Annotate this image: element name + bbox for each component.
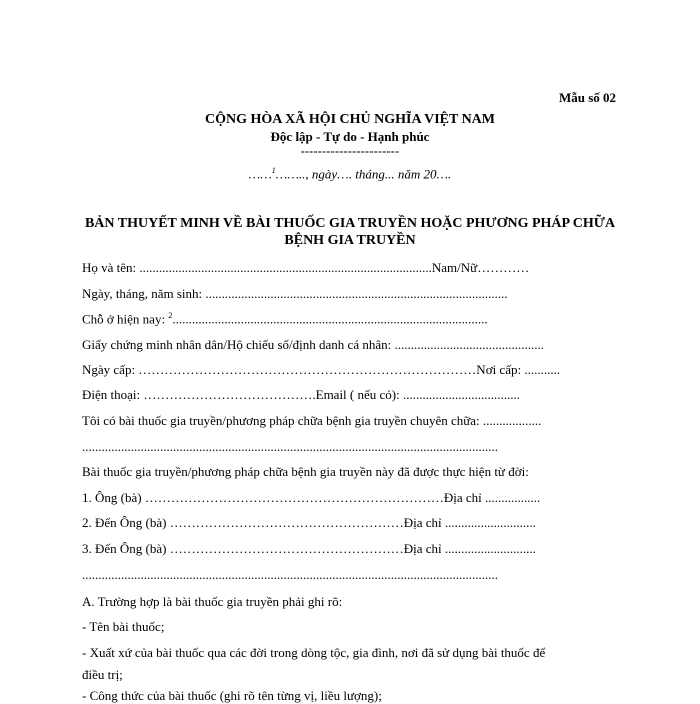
footnote-marker-1: 1 (271, 166, 276, 175)
national-motto: Độc lập - Tự do - Hạnh phúc (270, 129, 430, 144)
item-remedy-name: - Tên bài thuốc; (82, 619, 165, 634)
motto-rule: ----------------------- (300, 144, 400, 158)
field-dob: Ngày, tháng, năm sinh: ............................................................................................. (82, 286, 508, 301)
form-number: Mẫu số 02 (558, 90, 616, 105)
document-title: BẢN THUYẾT MINH VỀ BÀI THUỐC GIA TRUYỀN HOẶC PHƯƠNG PHÁP CHỮA BỆNH GIA TRUYỀN (84, 216, 616, 248)
field-specialty: Tôi có bài thuốc gia truyền/phương pháp chữa bệnh gia truyền chuyên chữa: .................. (82, 413, 542, 428)
place-date-post: …….., ngày…. tháng... năm 20…. (275, 166, 452, 182)
footnote-marker-2: 2 (168, 311, 173, 320)
lineage-cont: ................................................................................................................................ (82, 567, 498, 582)
residence-dots: ................................................................................................. (172, 311, 488, 327)
item-origin: - Xuất xứ của bài thuốc qua các đời trong dòng tộc, gia đình, nơi đã sử dụng bài thuốc để điều trị; (82, 645, 546, 682)
lineage-intro: Bài thuốc gia truyền/phương pháp chữa bệnh gia truyền này đã được thực hiện từ đời: (82, 464, 529, 479)
lineage-3: 3. Đến Ông (bà) ………………………………………………Địa chỉ ............................ (82, 541, 536, 556)
place-date-line (0, 166, 700, 182)
field-name: Họ và tên: ..........................................................................................Nam/Nữ………… (82, 260, 530, 275)
field-residence (82, 311, 570, 327)
item-formula: - Công thức của bài thuốc (ghi rõ tên từng vị, liều lượng); (82, 688, 382, 703)
field-issue: Ngày cấp: ……………………………………………………………………Nơi cấp: ........... (82, 362, 561, 377)
field-contact: Điện thoại: ………………………………….Email ( nếu có): .................................... (82, 387, 520, 402)
lineage-2: 2. Đến Ông (bà) ………………………………………………Địa chỉ ............................ (82, 515, 536, 530)
lineage-1: 1. Ông (bà) ……………………………………………………………Địa chỉ ................. (82, 490, 541, 505)
field-id-document: Giấy chứng minh nhân dân/Hộ chiếu số/định danh cá nhân: .............................................. (82, 337, 544, 352)
residence-label: Chỗ ở hiện nay: (82, 311, 169, 327)
field-specialty-cont: ................................................................................................................................ (82, 439, 498, 454)
place-date-pre: …… (248, 166, 272, 182)
section-a-heading: A. Trường hợp là bài thuốc gia truyền phải ghi rõ: (82, 594, 343, 609)
national-title: CỘNG HÒA XÃ HỘI CHỦ NGHĨA VIỆT NAM (204, 112, 495, 127)
